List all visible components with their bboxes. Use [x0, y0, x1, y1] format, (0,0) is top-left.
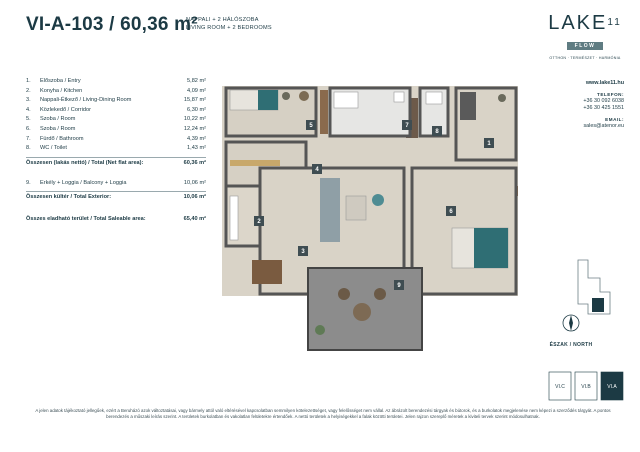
- balcony-chair-2: [374, 288, 386, 300]
- bathtub: [334, 92, 358, 108]
- room-name: Fürdő / Bathroom: [40, 135, 84, 142]
- total-net-row: [26, 157, 206, 168]
- contact-block: [524, 80, 624, 130]
- room-name: Nappali-Étkező / Living-Dining Room: [40, 97, 132, 104]
- total-exterior-label: Összesen kültér / Total Exterior:: [26, 194, 112, 201]
- label-7: 7: [405, 123, 409, 129]
- label-4: 4: [315, 167, 319, 173]
- unit-area: 60,36 m²: [120, 14, 198, 35]
- dining-table: [252, 260, 282, 284]
- room-number: 9.: [26, 179, 31, 186]
- room-name: Közlekedő / Corridor: [40, 106, 91, 113]
- site-plan-thumbnail: [548, 258, 622, 320]
- room-area: 15,87 m²: [183, 97, 206, 104]
- room-row: [26, 96, 206, 106]
- phone-1[interactable]: +36 30 092 6038: [583, 98, 624, 104]
- kitchen-unit: [230, 196, 238, 240]
- legal-disclaimer: A jelen adatok tájékoztató jellegűek, ezért a Beruházó azok változtatásai, vagy bármely attól való eltérésével kapcsolatban semmilyen kötelezettséget, vagy felelősséget nem vállal. Az ábrázolt berendezési tárgyak és bútorok, és a burkolatok megjelenése nem képezi a szerződés tárgyát. A pontos berendezés a műszaki leírás szerint. A területek burkolatban és vakolatlan felületekre értendőek. A nettó területek a helyiségekkel a falak közötti területei. Jelen rajzon szereplő méretek a kiviteli tervek szerint módosulhatnak.: [35, 408, 611, 419]
- room-row: [26, 179, 206, 189]
- total-net-value: 60,36 m²: [183, 159, 206, 166]
- toilet-bath: [394, 92, 404, 102]
- room-number: 5.: [26, 116, 31, 123]
- total-exterior-value: 10,06 m²: [183, 194, 206, 201]
- label-8: 8: [435, 129, 439, 135]
- chair-room-5: [299, 91, 309, 101]
- brand-logo: [548, 12, 622, 80]
- room-name: Előszoba / Entry: [40, 78, 81, 84]
- room-area: 5,82 m²: [187, 78, 206, 84]
- room-area: 4,39 m²: [187, 135, 206, 142]
- label-1: 1: [487, 141, 491, 147]
- room-number: 7.: [26, 135, 31, 142]
- sink-wc: [426, 92, 442, 104]
- room-number: 8.: [26, 145, 31, 152]
- room-row: [26, 144, 206, 154]
- room-row: [26, 115, 206, 125]
- unit-code: VI-A-103: [26, 14, 104, 35]
- block-label-via: VI.A: [607, 384, 617, 390]
- bed-blanket-room-5: [258, 90, 278, 110]
- room-name: Szoba / Room: [40, 116, 76, 123]
- room-number: 1.: [26, 78, 31, 84]
- label-6: 6: [449, 209, 453, 215]
- room-row: [26, 87, 206, 97]
- logo-tagline: OTTHON · TERMÉSZET · HARMÓNIA: [549, 56, 621, 60]
- room-row: [26, 125, 206, 135]
- exterior-room-list: [26, 179, 206, 189]
- room-area: 1,43 m²: [187, 145, 206, 152]
- logo-word: LAKE: [548, 12, 608, 34]
- website-link[interactable]: www.lake11.hu: [585, 80, 624, 86]
- room-area: 10,22 m²: [183, 116, 206, 123]
- room-row: [26, 77, 206, 87]
- coffee-table: [346, 196, 366, 220]
- total-saleable-label: Összes eladható terület / Total Saleable area:: [26, 216, 146, 223]
- compass-icon: [562, 314, 580, 332]
- room-area: 12,24 m²: [183, 125, 206, 132]
- floor-plan-drawing: [212, 68, 520, 358]
- room-name: Konyha / Kitchen: [40, 87, 83, 94]
- plant-room-5: [282, 92, 290, 100]
- room-row: [26, 106, 206, 116]
- sofa: [320, 178, 340, 242]
- block-label-vic: VI.C: [555, 384, 565, 390]
- armchair: [372, 194, 384, 206]
- title-separator: /: [109, 14, 115, 35]
- total-exterior-row: [26, 191, 206, 202]
- balcony-chair-1: [338, 288, 350, 300]
- unit-description: [186, 17, 272, 32]
- unit-description-hu: NAPPALI + 2 HÁLÓSZOBA: [186, 17, 259, 23]
- kitchen-counter: [230, 160, 280, 166]
- room-name: Szoba / Room: [40, 125, 76, 132]
- room-name: Erkély + Loggia / Balcony + Loggia: [40, 179, 127, 186]
- block-label-vib: VI.B: [581, 384, 591, 390]
- phone-2[interactable]: +36 30 425 1551: [583, 105, 624, 111]
- north-label: ÉSZAK / NORTH: [549, 342, 593, 348]
- plant-entry: [498, 94, 506, 102]
- email-link[interactable]: sales@atenor.eu: [583, 123, 624, 129]
- balcony-table: [353, 303, 371, 321]
- room-area: 6,30 m²: [187, 106, 206, 113]
- room-name: WC / Toilet: [40, 145, 67, 152]
- label-9: 9: [397, 283, 401, 289]
- unit-description-en: LIVING ROOM + 2 BEDROOMS: [186, 24, 272, 31]
- label-3: 3: [301, 249, 305, 255]
- room-area: 4,09 m²: [187, 87, 206, 94]
- room-area-table: [26, 77, 206, 225]
- logo-number: 11: [607, 17, 622, 28]
- email-label: EMAIL:: [605, 117, 624, 122]
- unit-highlight: [592, 298, 604, 312]
- logo-wordmark: [548, 12, 622, 34]
- room-area: 10,06 m²: [183, 179, 206, 186]
- room-list: [26, 77, 206, 154]
- total-net-label: Összesen (lakás nettó) / Total (Net flat area):: [26, 159, 144, 166]
- room-row: [26, 135, 206, 145]
- total-saleable-value: 65,40 m²: [183, 216, 206, 223]
- wood-wardrobe: [320, 90, 328, 134]
- label-5: 5: [309, 123, 313, 129]
- label-2: 2: [257, 219, 261, 225]
- balcony-plant: [315, 325, 325, 335]
- room-number: 6.: [26, 125, 31, 132]
- logo-flow: FLOW: [567, 42, 604, 50]
- bed-blanket-room-6: [474, 228, 508, 268]
- block-selector: [547, 366, 625, 406]
- entry-cabinet: [460, 92, 476, 120]
- phone-label: TELEFON:: [597, 92, 624, 97]
- unit-title: [26, 14, 198, 36]
- room-number: 2.: [26, 87, 31, 94]
- room-number: 3.: [26, 97, 31, 104]
- total-saleable-row: [26, 214, 206, 225]
- room-number: 4.: [26, 106, 31, 113]
